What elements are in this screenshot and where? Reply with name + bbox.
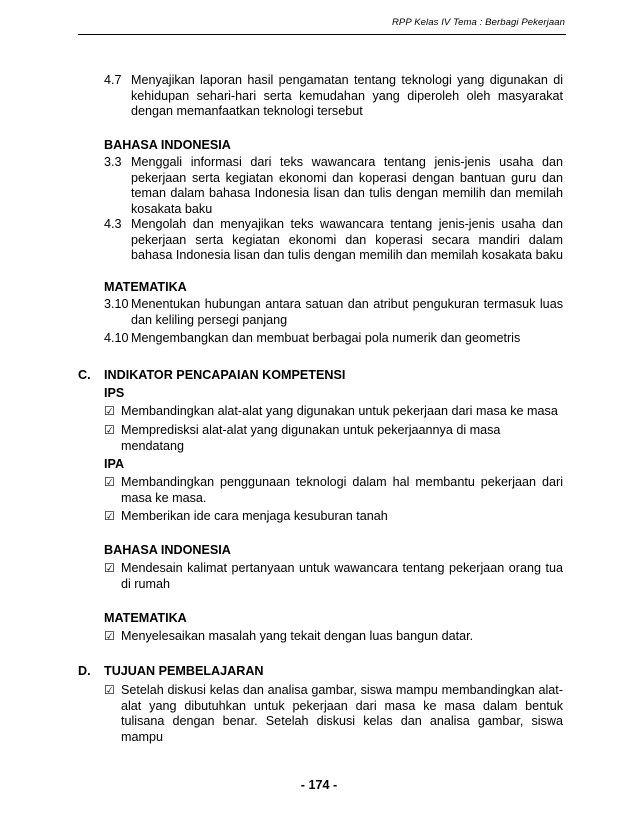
competency-number: 4.7 — [104, 73, 122, 87]
header-rule — [78, 34, 566, 35]
section-letter-d: D. — [78, 664, 91, 678]
subject-heading-matematika-indikator: MATEMATIKA — [104, 611, 187, 625]
page-number: - 174 - — [300, 778, 338, 792]
subject-heading-bahasa: BAHASA INDONESIA — [104, 138, 231, 152]
section-letter-c: C. — [78, 368, 91, 382]
indicator-item: Membandingkan penggunaan teknologi dalam hal membantu pekerjaan dari masa ke masa. — [121, 475, 563, 505]
section-title-c: INDIKATOR PENCAPAIAN KOMPETENSI — [104, 368, 346, 382]
competency-number: 3.10 — [104, 297, 129, 311]
checkbox-icon: ☑ — [104, 629, 115, 643]
checkbox-icon: ☑ — [104, 509, 115, 523]
indicator-item: Membandingkan alat-alat yang digunakan untuk pekerjaan dari masa ke masa — [121, 404, 558, 418]
checkbox-icon: ☑ — [104, 561, 115, 575]
indicator-item: Memberikan ide cara menjaga kesuburan tanah — [121, 509, 388, 523]
checkbox-icon: ☑ — [104, 683, 115, 697]
competency-text: Mengembangkan dan membuat berbagai pola numerik dan geometris — [131, 331, 521, 345]
indicator-item: Mendesain kalimat pertanyaan untuk wawancara tentang pekerjaan orang tua di rumah — [121, 561, 563, 591]
running-header: RPP Kelas IV Tema : Berbagi Pekerjaan — [391, 17, 565, 28]
competency-text: Menentukan hubungan antara satuan dan atribut pengukuran termasuk luas dan keliling persegi panjang — [131, 297, 563, 327]
checkbox-icon: ☑ — [104, 404, 115, 418]
subject-heading-bahasa-indikator: BAHASA INDONESIA — [104, 543, 231, 557]
subject-heading-ipa: IPA — [104, 457, 125, 471]
subject-heading-matematika: MATEMATIKA — [104, 280, 187, 294]
competency-number: 4.3 — [104, 217, 122, 231]
competency-text: Menyajikan laporan hasil pengamatan tentang teknologi yang digunakan di kehidupan sehari-hari serta kemudahan yang diperoleh oleh masyarakat dengan memanfaatkan teknologi tersebut — [131, 73, 563, 119]
competency-text: Menggali informasi dari teks wawancara tentang jenis-jenis usaha dan pekerjaan serta kegiatan ekonomi dan koperasi dengan bantuan guru dan teman dalam bahasa Indonesia lisan dan tulis dengan memilih dan memilah kosakata baku — [131, 155, 563, 216]
objective-item: Setelah diskusi kelas dan analisa gambar, siswa mampu membandingkan alat-alat yang dibutuhkan untuk pekerjaan dari masa ke masa dalam bentuk tulisana dengan benar. Setelah diskusi kelas dan analisa gambar, siswa mampu — [121, 683, 563, 744]
competency-number: 4.10 — [104, 331, 129, 345]
indicator-item: Menyelesaikan masalah yang tekait dengan luas bangun datar. — [121, 629, 474, 643]
section-title-d: TUJUAN PEMBELAJARAN — [104, 664, 264, 678]
subject-heading-ips: IPS — [104, 386, 125, 400]
checkbox-icon: ☑ — [104, 475, 115, 489]
indicator-item: Mempredisksi alat-alat yang digunakan untuk pekerjaannya di masa mendatang — [121, 423, 501, 453]
competency-text: Mengolah dan menyajikan teks wawancara tentang jenis-jenis usaha dan pekerjaan serta kegiatan ekonomi dan koperasi secara mandiri dalam bahasa Indonesia lisan dan tulis dengan memilih dan memilah kosakata baku — [131, 217, 563, 263]
competency-number: 3.3 — [104, 155, 122, 169]
checkbox-icon: ☑ — [104, 423, 115, 437]
